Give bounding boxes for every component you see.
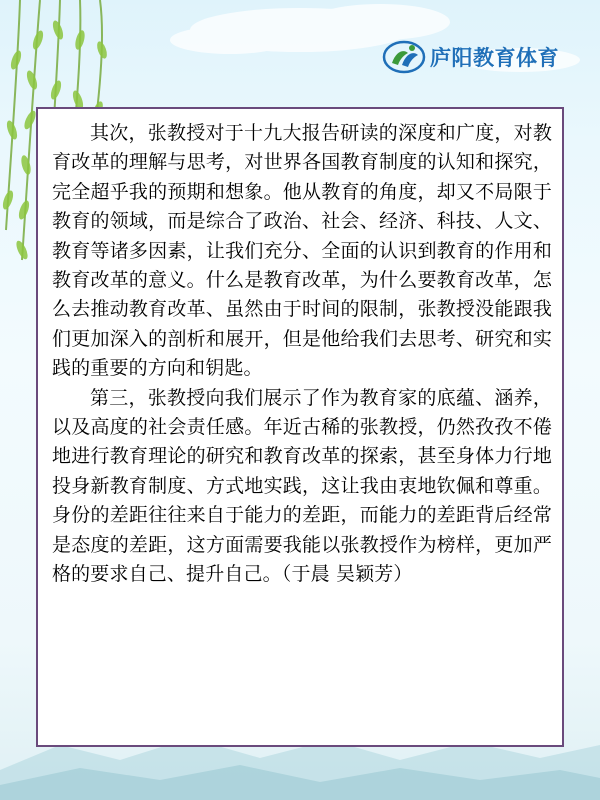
paragraph-second-point: 其次，张教授对于十九大报告研读的深度和广度，对教育改革的理解与思考，对世界各国教育制度的认知和探究，完全超乎我的预期和想象。他从教育的角度，却又不局限于教育的领域，而是综合了政治、社会、经济、科技、人文、教育等诸多因素，让我们充分、全面的认识到教育的作用和教育改革的意义。什么是教育改革，为什么要教育改革，怎么去推动教育改革、虽然由于时间的限制，张教授没能跟我们更加深入的剖析和展开，但是他给我们去思考、研究和实践的重要的方向和钥匙。 (52, 122, 552, 380)
article-body (52, 119, 552, 590)
article-card (36, 107, 564, 747)
luyang-education-logo-icon (382, 39, 426, 75)
mountains (0, 738, 600, 800)
logo-text: 庐阳教育体育 (430, 46, 559, 70)
paragraph-third-point: 第三，张教授向我们展示了作为教育家的底蕴、涵养，以及高度的社会责任感。年近古稀的张教授，仍然孜孜不倦地进行教育理论的研究和教育改革的探索，甚至身体力行地投身新教育制度、方式地实践，这让我由衷地钦佩和尊重。身份的差距往往来自于能力的差距，而能力的差距背后经常是态度的差距，这方面需要我能以张教授作为榜样，更加严格的要求自己、提升自己。（于晨 吴颖芳） (52, 386, 552, 586)
site-logo (382, 38, 582, 76)
